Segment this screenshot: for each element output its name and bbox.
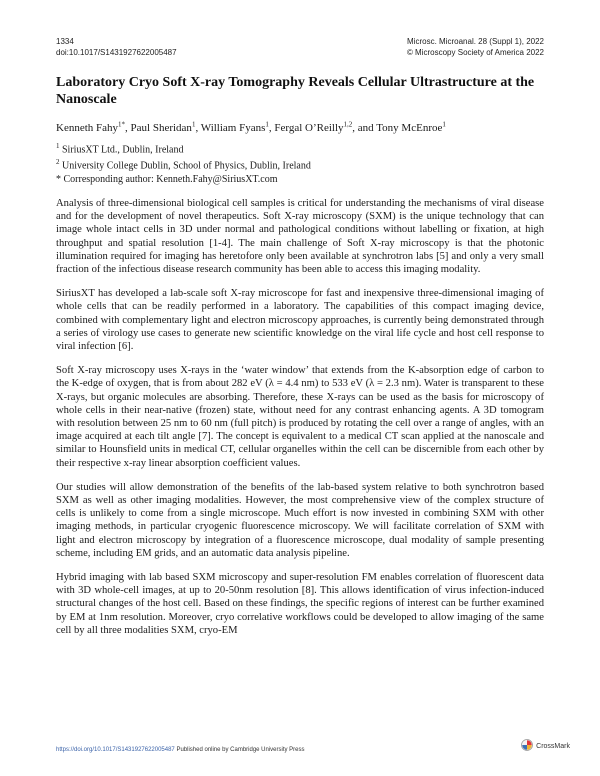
- paragraph: Our studies will allow demonstration of the benefits of the lab-based system relative to both synchrotron based SXM as well as other imaging modalities. However, the most comprehensive view of the complex structure of cells is unlikely to come from a single microscope. Much effort is now invested in combining SXM with other imaging methods, in particular cryogenic fluorescence microscopy. We will facilitate correlation of SXM with light and electron microscopy by integration of a fluorescence microscope, dual modality of sample presenting scheme, including EM grids, and an automatic data analysis pipeline.: [56, 481, 544, 559]
- author: Paul Sheridan$^1$,: [130, 120, 201, 134]
- crossmark-badge[interactable]: [521, 739, 570, 753]
- paragraph: Analysis of three-dimensional biological cell samples is critical for understanding the mechanisms of viral disease and for the development of novel therapeutics. Soft X-ray microscopy (SXM) is the unique technology that can image whole intact cells in 3D under normal and pathological conditions without labelling or fixation, at high throughput and spatial resolution [1-4]. The main challenge of Soft X-ray microscopy is that the photonic illumination required for imaging has heretofore only been available at synchrotron labs [5] and only a very small fraction of the infectious disease research community has been able to access this imaging modality.: [56, 198, 544, 276]
- running-header-right: [407, 36, 544, 58]
- abstract-body: [56, 197, 544, 648]
- corresponding-author: * Corresponding author: Kenneth.Fahy@SiriusXT.com: [56, 173, 278, 185]
- affiliation: $^2$ University College Dublin, School of Physics, Dublin, Ireland: [56, 158, 311, 172]
- affiliation: $^1$ SiriusXT Ltd., Dublin, Ireland: [56, 142, 184, 156]
- affiliations: [56, 140, 311, 186]
- author: William Fyans$^1$,: [200, 120, 275, 134]
- paragraph: Soft X-ray microscopy uses X-rays in the ‘water window’ that extends from the K-absorption edge of carbon to the K-edge of oxygen, that is from about 282 eV (λ = 4.4 nm) to 533 eV (λ = 2.3 nm). Water is transparent to these X-rays, but organic molecules are absorbing. Therefore, these X-rays can be used as the basis for microscopy of whole cells in their near-native (frozen) state, without need for any contrast enhancing agents. A 3D tomogram with resolution between 25 nm to 60 nm (full pitch) is produced by rotating the cell over a range of angles, with an image acquired at each tilt angle [7]. The concept is equivalent to a medical CT scan applied at the nanoscale and similar to Hounsfield units in medical CT, cellular organelles within the cell can be discernible from each other by their respective x-ray linear absorption coefficient values.: [56, 365, 544, 469]
- published-note: Published online by Cambridge University Press: [174, 747, 305, 753]
- crossmark-label: CrossMark: [536, 742, 570, 750]
- paragraph: Hybrid imaging with lab based SXM microscopy and super-resolution FM enables correlation of fluorescent data with 3D whole-cell images, at up to 20-50nm resolution [8]. This allows identification of virus infection-induced structural changes of the host cell. Based on these findings, the specific regions of interest can be further examined by EM at 1nm resolution. Moreover, cryo correlative workflows could be developed to allow imaging of the same cell by all three modalities SXM, cryo-EM: [56, 572, 544, 636]
- page-number: 1334: [56, 37, 74, 46]
- copyright-notice: © Microscopy Society of America 2022: [406, 48, 544, 57]
- footer: [56, 747, 305, 753]
- journal-citation: Microsc. Microanal. 28 (Suppl 1), 2022: [407, 37, 544, 46]
- author-list: [56, 117, 446, 135]
- author: Tony McEnroe$^1$: [376, 120, 446, 134]
- doi-link[interactable]: https://doi.org/10.1017/S1431927622005487: [56, 747, 175, 753]
- author: Fergal O’Reilly$^{1,2}$, and: [274, 120, 377, 134]
- running-header-left: [56, 36, 177, 58]
- paragraph: SiriusXT has developed a lab-scale soft X-ray microscope for fast and inexpensive three-dimensional imaging of whole cells that can be readily performed in a laboratory. The capabilities of this compact imaging device, combined with complementary light and electron microscopy approaches, is currently being demonstrated through a series of virology use cases to generate new scientific knowledge on the viral life cycle and host cell response to viral infection [6].: [56, 288, 544, 353]
- crossmark-icon: [521, 739, 533, 753]
- article-doi: doi:10.1017/S1431927622005487: [56, 48, 177, 57]
- paper-title: Laboratory Cryo Soft X-ray Tomography Reveals Cellular Ultrastructure at the Nanoscale: [56, 75, 535, 107]
- author: Kenneth Fahy$^{1*}$,: [56, 120, 131, 134]
